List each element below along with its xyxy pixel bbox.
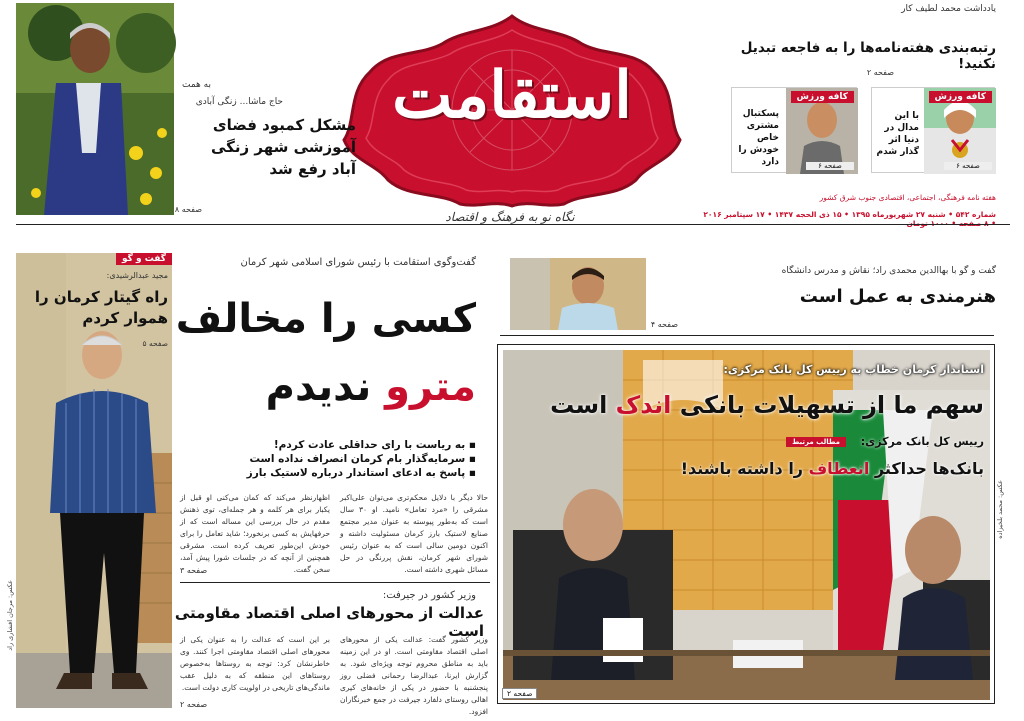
- metro-bullets: [176, 438, 476, 480]
- justice-page: صفحه ۲: [180, 700, 208, 709]
- metro-headline-red: مترو: [385, 364, 476, 410]
- bank-sub-badge: مطالب مرتبط: [786, 437, 846, 447]
- metro-divider: [180, 582, 490, 583]
- top-left-page: صفحه ۸: [174, 205, 202, 214]
- artist-divider: [500, 335, 994, 336]
- top-left-headline[interactable]: مشکل کمبود فضای آموزشی شهر زنگی آباد رفع شد: [211, 116, 356, 178]
- metro-page: صفحه ۳: [180, 566, 208, 575]
- guitar-photo-credit: عکس: مرجان افشاری راد: [6, 580, 14, 651]
- justice-body-right: وزیر کشور گفت: عدالت یکی از محورهای اصلی اقتصاد مقاومتی است. او در این زمینه باید به مناطق محروم توجه ویژه‌ای شود. به گزارش ایرنا، عبدالرضا رحمانی فضلی روز پنجشنبه با حضور در یکی از خانه‌های کیری اهالی روستای دلفارد جیرفت در جمع خبرنگاران افزود.: [340, 635, 488, 716]
- sport-card-medal-page: صفحه ۶: [944, 162, 992, 170]
- guitar-tag: گفت و گو: [116, 253, 172, 265]
- metro-bullet: ▪ سرمایه‌گذار بام کرمان انصراف نداده است: [249, 453, 476, 465]
- sport-card-medal-text: با این مدال در دنیا اثر گذار شدم: [876, 111, 919, 157]
- top-left-byline: حاج ماشا... زنگی آبادی: [195, 97, 283, 107]
- guitar-page: صفحه ۵: [142, 339, 168, 348]
- sport-card-basketball[interactable]: [731, 87, 857, 173]
- artist-headline[interactable]: هنرمندی به عمل است: [799, 286, 996, 307]
- justice-body-left: بر این است که عدالت را به عنوان یکی از محورهای اصلی اقتصاد مقاومتی اجرا کنند. وی خاطرنشان کرد: توجه به روستاها به‌خصوص روستاهای این منطقه که به دلیل عقب ماندگی‌های تاریخی در اولویت کاری دولت است.: [180, 635, 330, 692]
- guitar-column[interactable]: [16, 253, 172, 708]
- bank-photo-credit: عکس: محمد بلخیزاده: [996, 480, 1004, 539]
- sport-card-medal[interactable]: [871, 87, 995, 173]
- bank-sub-kicker: رییس کل بانک مرکزی:: [860, 435, 984, 448]
- bank-sub-post: را داشته باشند!: [680, 459, 804, 478]
- masthead-divider: [16, 224, 1010, 225]
- logo-text: استقامت: [392, 58, 632, 133]
- bank-story-box[interactable]: [497, 344, 995, 704]
- artist-portrait-photo: [510, 258, 646, 330]
- metro-headline-rest: ندیدم: [265, 364, 372, 410]
- sport-card-basketball-text: پسکتبال مشتری خاص خودش را دارد: [738, 109, 779, 167]
- bank-headline-post: است: [550, 391, 608, 419]
- metro-body-right: حالا دیگر با دلایل محکم‌تری می‌توان علی‌اکبر مشرقی را «مرد تعامل» نامید. او ۳۰ سال است که به‌طور پیوسته به عنوان مدیر مجتمع صنایع لاستیک بارز کرمان مسئولیت داشته و اکنون دومین سالی است که به عنوان رئیس شورای شهر کرمان، نقش پررنگی در حل مسائل شهری داشته است.: [340, 493, 489, 574]
- justice-kicker: وزیر کشور در جیرفت:: [382, 590, 476, 601]
- guitar-headline: راه گیتار کرمان را هموار کردم: [34, 288, 168, 327]
- metro-bullet: ▪ پاسخ به ادعای استاندار درباره لاستیک بارز: [246, 467, 476, 479]
- sport-card-medal-tag: کافه ورزش: [929, 91, 992, 103]
- metro-headline-line1[interactable]: کسی را مخالف: [175, 296, 476, 342]
- metro-headline-line2[interactable]: [166, 362, 476, 412]
- top-right-byline: یادداشت محمد لطیف کار: [901, 4, 996, 14]
- bank-headline: [514, 391, 984, 419]
- masthead-tagline: نگاه نو به فرهنگ و اقتصاد: [445, 210, 575, 224]
- bank-kicker: استاندار کرمان خطاب به رییس کل بانک مرکزی:: [723, 363, 984, 376]
- top-left-kicker: به همت: [182, 80, 211, 90]
- sport-card-basketball-page: صفحه ۶: [806, 162, 854, 170]
- masthead-issue-line: شماره ۵۴۲ • شنبه ۲۷ شهریورماه ۱۳۹۵ • ۱۵ ذی الحجه ۱۴۳۷ • ۱۷ سپتامبر ۲۰۱۶: [703, 210, 996, 219]
- justice-headline[interactable]: عدالت از محورهای اصلی اقتصاد مقاومتی است: [174, 604, 484, 640]
- guitar-byline: مجید عبدالرشیدی:: [106, 271, 168, 280]
- top-right-headline[interactable]: رتبه‌بندی هفته‌نامه‌ها را به فاجعه تبدیل نکنید!: [740, 40, 996, 72]
- bank-sub-red: انعطاف: [808, 459, 870, 478]
- metro-body-left: اظهارنظر می‌کند که کمان می‌کنی او قبل از یکبار برای هر کلمه و هر جمله‌ای، توی ذهنش مقدم در حال بررسی این مساله است که از حرفهایش به کسی برنخورد؛ شاید تعامل را برای خودش این‌طور تعریف کرده است. مشرقی همچنین از آنچه که در جلسات شورا پیش آمد، سخن گفت.: [180, 493, 330, 574]
- bank-headline-red: اندک: [615, 391, 672, 419]
- metro-kicker: گفت‌وگوی استقامت با رئیس شورای اسلامی شهر کرمان: [240, 257, 476, 268]
- bank-headline-pre: سهم ما از تسهیلات بانکی: [679, 391, 984, 419]
- artist-kicker: گفت و گو با بهاالدین محمدی راد؛ نقاش و مدرس دانشگاه: [781, 266, 996, 276]
- man-in-garden-photo: [16, 3, 174, 215]
- masthead-logo: [336, 10, 688, 210]
- sport-card-basketball-tag: کافه ورزش: [791, 91, 854, 103]
- masthead-about: هفته نامه فرهنگی، اجتماعی، اقتصادی جنوب شرق کشور: [819, 193, 996, 202]
- bank-page: صفحه ۲: [502, 688, 537, 699]
- top-right-page: صفحه ۲: [866, 68, 894, 77]
- bank-subheadline: [584, 459, 984, 478]
- artist-page: صفحه ۴: [650, 320, 678, 329]
- metro-bullet: ▪ به ریاست با رای حداقلی عادت کردم!: [273, 439, 476, 451]
- bank-sub-pre: بانک‌ها حداکثر: [874, 459, 984, 478]
